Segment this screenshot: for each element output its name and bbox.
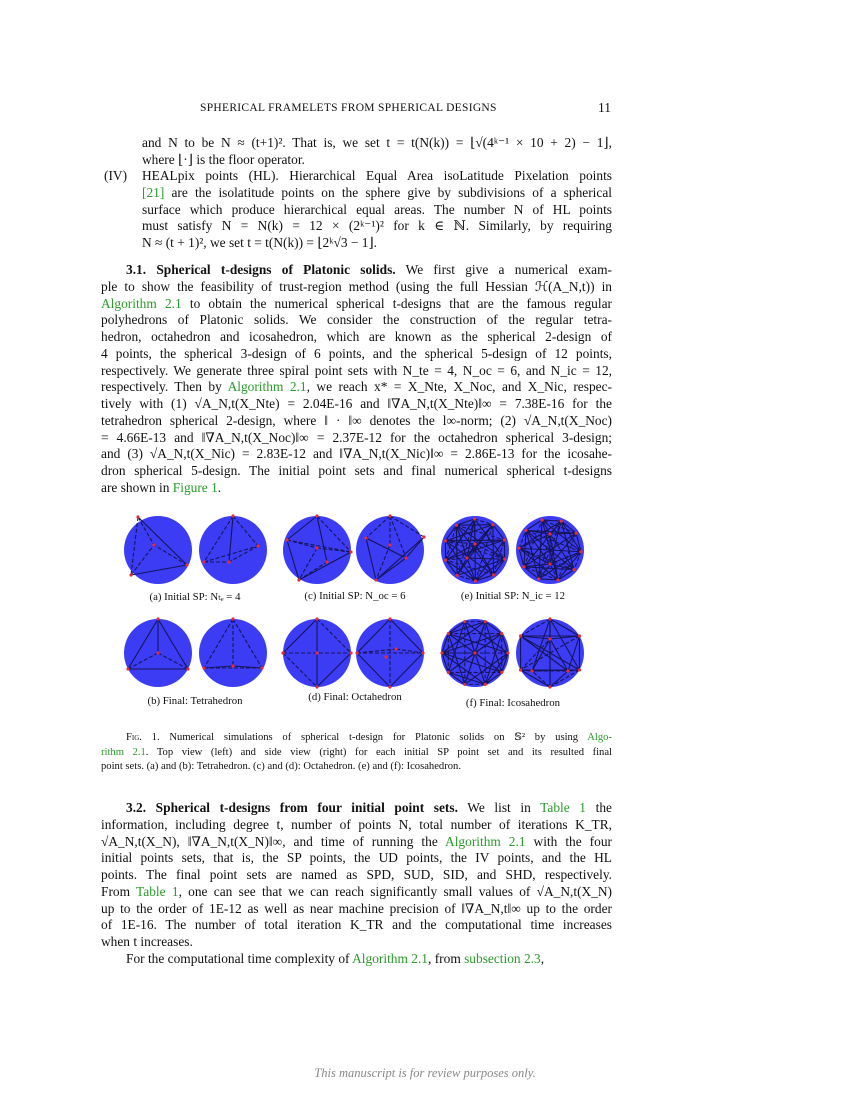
design-point [440,651,443,654]
design-point [260,666,263,669]
text: up to the order of 1E-12 as well as near machine precision of ‖∇A_N,t‖∞ up to the order [101,900,612,916]
design-point [325,560,328,563]
cross-reference-link[interactable]: Algorithm 2.1 [227,379,307,395]
design-point [156,651,159,654]
design-point [384,655,387,658]
design-point [560,520,563,523]
text: dron spherical 5-design. The initial point sets and final numerical spherical t-designs [101,463,612,478]
text: HEALpix points (HL). Hierarchical Equal Area isoLatitude Pixelation points [142,168,612,183]
text: are the isolatitude points on the sphere give by subdivisions of a spherical [164,184,612,200]
design-point [227,560,230,563]
design-point [579,550,582,553]
design-point [422,535,425,538]
text: when t increases. [101,934,193,949]
text: , from [428,950,465,966]
design-point [185,563,188,566]
design-point [548,637,551,640]
design-point [281,651,284,654]
text: must satisfy N = N(k) = 12 × (2ᵏ⁻¹)² for k ∈ ℕ. Similarly, by requiring [142,218,612,234]
text-line [101,850,612,867]
cross-reference-link[interactable]: Algorithm 2.1 [445,833,526,849]
text: , one can see that we can reach significantly small values of √A_N,t(X_N) [178,883,613,899]
design-point [231,617,234,620]
section-heading: 3.2. Spherical t-designs from four initial point sets. [126,800,458,815]
design-point [578,668,581,671]
design-point [491,523,494,526]
text: surface which produce hierarchical equal areas. The number N of HL points [142,201,612,217]
design-point [285,538,288,541]
text-line [101,934,612,951]
design-point [388,685,391,688]
design-point [548,617,551,620]
text: initial points sets, that is, the SP points, the UD points, the IV points, and the HL [101,850,612,866]
text-line [101,834,612,851]
cross-reference-link[interactable]: Algorithm 2.1 [101,295,182,311]
text: the [586,800,612,815]
design-point [374,578,377,581]
design-point [548,532,551,535]
design-point [456,574,459,577]
design-point [421,651,424,654]
design-point [484,683,487,686]
text-line [101,817,612,834]
design-point [447,671,450,674]
design-point [388,617,391,620]
cross-reference-link[interactable]: rithm 2.1 [101,746,146,758]
text: and (3) √A_N,t(X_Nic) = 2.83E-12 and ‖∇A_N,t(X_Nic)‖∞ = 2.86E-13 for the icosahe- [101,446,612,462]
design-point [566,669,569,672]
text: Numerical simulations of spherical t-design for Platonic solids on 𝕊² by using [159,732,588,743]
design-point [256,544,259,547]
design-point [500,671,503,674]
design-point [388,543,391,546]
design-point [202,560,205,563]
design-point [388,514,391,517]
text: where ⌊·⌋ is the floor operator. [142,151,305,167]
design-point [473,651,476,654]
design-point [231,514,234,517]
design-point [444,558,447,561]
text: , [540,950,545,966]
design-point [503,558,506,561]
edge [493,525,494,575]
text: respectively. Then by [101,379,228,395]
subcaption-a: (a) Initial SP: Nₜₑ = 4 [149,591,241,603]
footer-note: This manuscript is for review purposes only. [314,1066,536,1080]
cross-reference-link[interactable]: Figure 1 [172,479,218,495]
text: point sets. (a) and (b): Tetrahedron. (c) and (d): Octahedron. (e) and (f): Icosahedron. [101,761,461,772]
text: of 1E-16. The number of total iteration K_TR and the computational time increases [101,917,612,933]
cross-reference-link[interactable]: Algo- [587,732,612,743]
design-point [473,517,476,520]
subcaption-e: (e) Initial SP: N_ic = 12 [460,590,566,602]
design-point [500,632,503,635]
design-point [404,556,407,559]
design-point [524,529,527,532]
design-point [519,668,522,671]
design-point [315,651,318,654]
design-point [349,651,352,654]
text: with the four [525,833,612,849]
design-point [548,685,551,688]
design-point [126,667,129,670]
running-title: SPHERICAL FRAMELETS FROM SPHERICAL DESIGNS [200,102,497,114]
design-point [315,617,318,620]
text-line [101,901,612,918]
design-point [548,562,551,565]
text: respectively. We generate three spiral point sets with N_te = 4, N_oc = 6, and N_ic = 12, [101,362,612,378]
design-point [315,514,318,517]
cross-reference-link[interactable]: Table 1 [540,800,586,815]
text: For the computational time complexity of [126,950,353,966]
list-label-iv: (IV) [104,168,128,183]
design-point [136,515,139,518]
cross-reference-link[interactable]: Table 1 [136,883,179,899]
text-line [101,917,612,934]
text: = 4.66E-13 and ‖∇A_N,t(X_Noc)‖∞ = 2.37E-12 for the octahedron spherical 3-design; [101,429,612,445]
subcaption-c: (c) Initial SP: N_oc = 6 [304,590,406,602]
design-point [519,634,522,637]
text: information, including degree t, number of points N, total number of iterations K_TR, [101,816,612,832]
design-point [463,620,466,623]
design-point [572,568,575,571]
design-point [297,578,300,581]
design-point [484,620,487,623]
cross-reference-link[interactable]: [21] [142,184,165,200]
text: are shown in [101,479,173,495]
cross-reference-link[interactable]: subsection 2.3 [464,950,541,966]
text: and N to be N ≈ (t+1)². That is, we set t = t(N(k)) = ⌊√(4ᵏ⁻¹ × 10 + 2) − 1⌋, [142,135,612,150]
page-number: 11 [598,100,611,115]
design-point [315,685,318,688]
text: , we reach x* = X_Nte, X_Noc, and X_Nic, respec- [306,379,612,395]
text-line [101,951,612,968]
text: points. The final point sets are named as SPD, SUD, SID, and SHD, respectively. [101,867,612,882]
text: polyhedrons of Platonic solids. We consider the construction of the regular tetra- [101,312,612,328]
design-point [506,651,509,654]
text: 4 points, the spherical 3-design of 6 points, and the spherical 5-design of 12 points, [101,345,612,361]
text-line [101,746,612,761]
design-point [231,664,234,667]
design-point [473,542,476,545]
design-point [202,666,205,669]
text: to obtain the numerical spherical t-designs that are the famous regular [181,295,612,311]
design-point [517,547,520,550]
text: tively with (1) √A_N,t(X_Nte) = 2.04E-16 and ‖∇A_N,t(X_Nte)‖∞ = 7.38E-16 for the [101,396,612,411]
design-point [574,532,577,535]
design-point [578,634,581,637]
design-point [537,577,540,580]
text: √A_N,t(X_N), ‖∇A_N,t(X_N)‖∞, and time of running the [101,833,446,849]
design-point [492,573,495,576]
design-point [447,632,450,635]
text-line [101,800,612,817]
cross-reference-link[interactable]: Algorithm 2.1 [352,950,429,966]
text: N ≈ (t + 1)², we set t = t(N(k)) = ⌊2ᵏ√3 − 1⌋. [142,235,378,250]
design-point [503,538,506,541]
text-line [101,731,612,746]
subcaption-f: (f) Final: Icosahedron [465,697,561,709]
design-point [522,565,525,568]
design-point [465,556,468,559]
design-point [129,573,132,576]
text: From [101,883,137,899]
design-point [556,578,559,581]
design-point [455,524,458,527]
text: ple to show the feasibility of trust-region method (using the full Hessian ℋ(A_N,t)) in [101,278,612,294]
section-3-2 [101,800,612,968]
design-point [349,550,352,553]
text: We list in [457,800,541,815]
subcaption-b: (b) Final: Tetrahedron [147,695,243,707]
text: tetrahedron spherical 2-design, where ‖ · ‖∞ denotes the l∞-norm; (2) √A_N,t(X_Noc) [101,412,612,428]
section-heading: 3.1. Spherical t-designs of Platonic solids. [126,262,396,277]
sphere [199,516,267,584]
edge [550,533,576,534]
design-point [530,669,533,672]
text: . Top view (left) and side view (right) for each initial SP point set and its resulted final [145,746,612,758]
figure-caption [101,731,612,775]
text-line [101,884,612,901]
text-line [101,760,612,775]
subcaption-d: (d) Final: Octahedron [308,691,402,703]
text: hedron, octahedron and icosahedron, which are known as the spherical 2-design of [101,329,612,344]
design-point [315,546,318,549]
design-point [444,539,447,542]
edge [456,525,457,575]
design-point [474,579,477,582]
figure-label: Fig. 1. [126,732,160,743]
design-point [364,536,367,539]
text-line [101,867,612,884]
text: . [217,479,222,495]
design-point [394,647,397,650]
design-point [355,651,358,654]
design-point [463,683,466,686]
design-point [541,518,544,521]
design-point [156,617,159,620]
text: We first give a numerical exam- [395,262,612,277]
design-point [152,543,155,546]
design-point [186,667,189,670]
